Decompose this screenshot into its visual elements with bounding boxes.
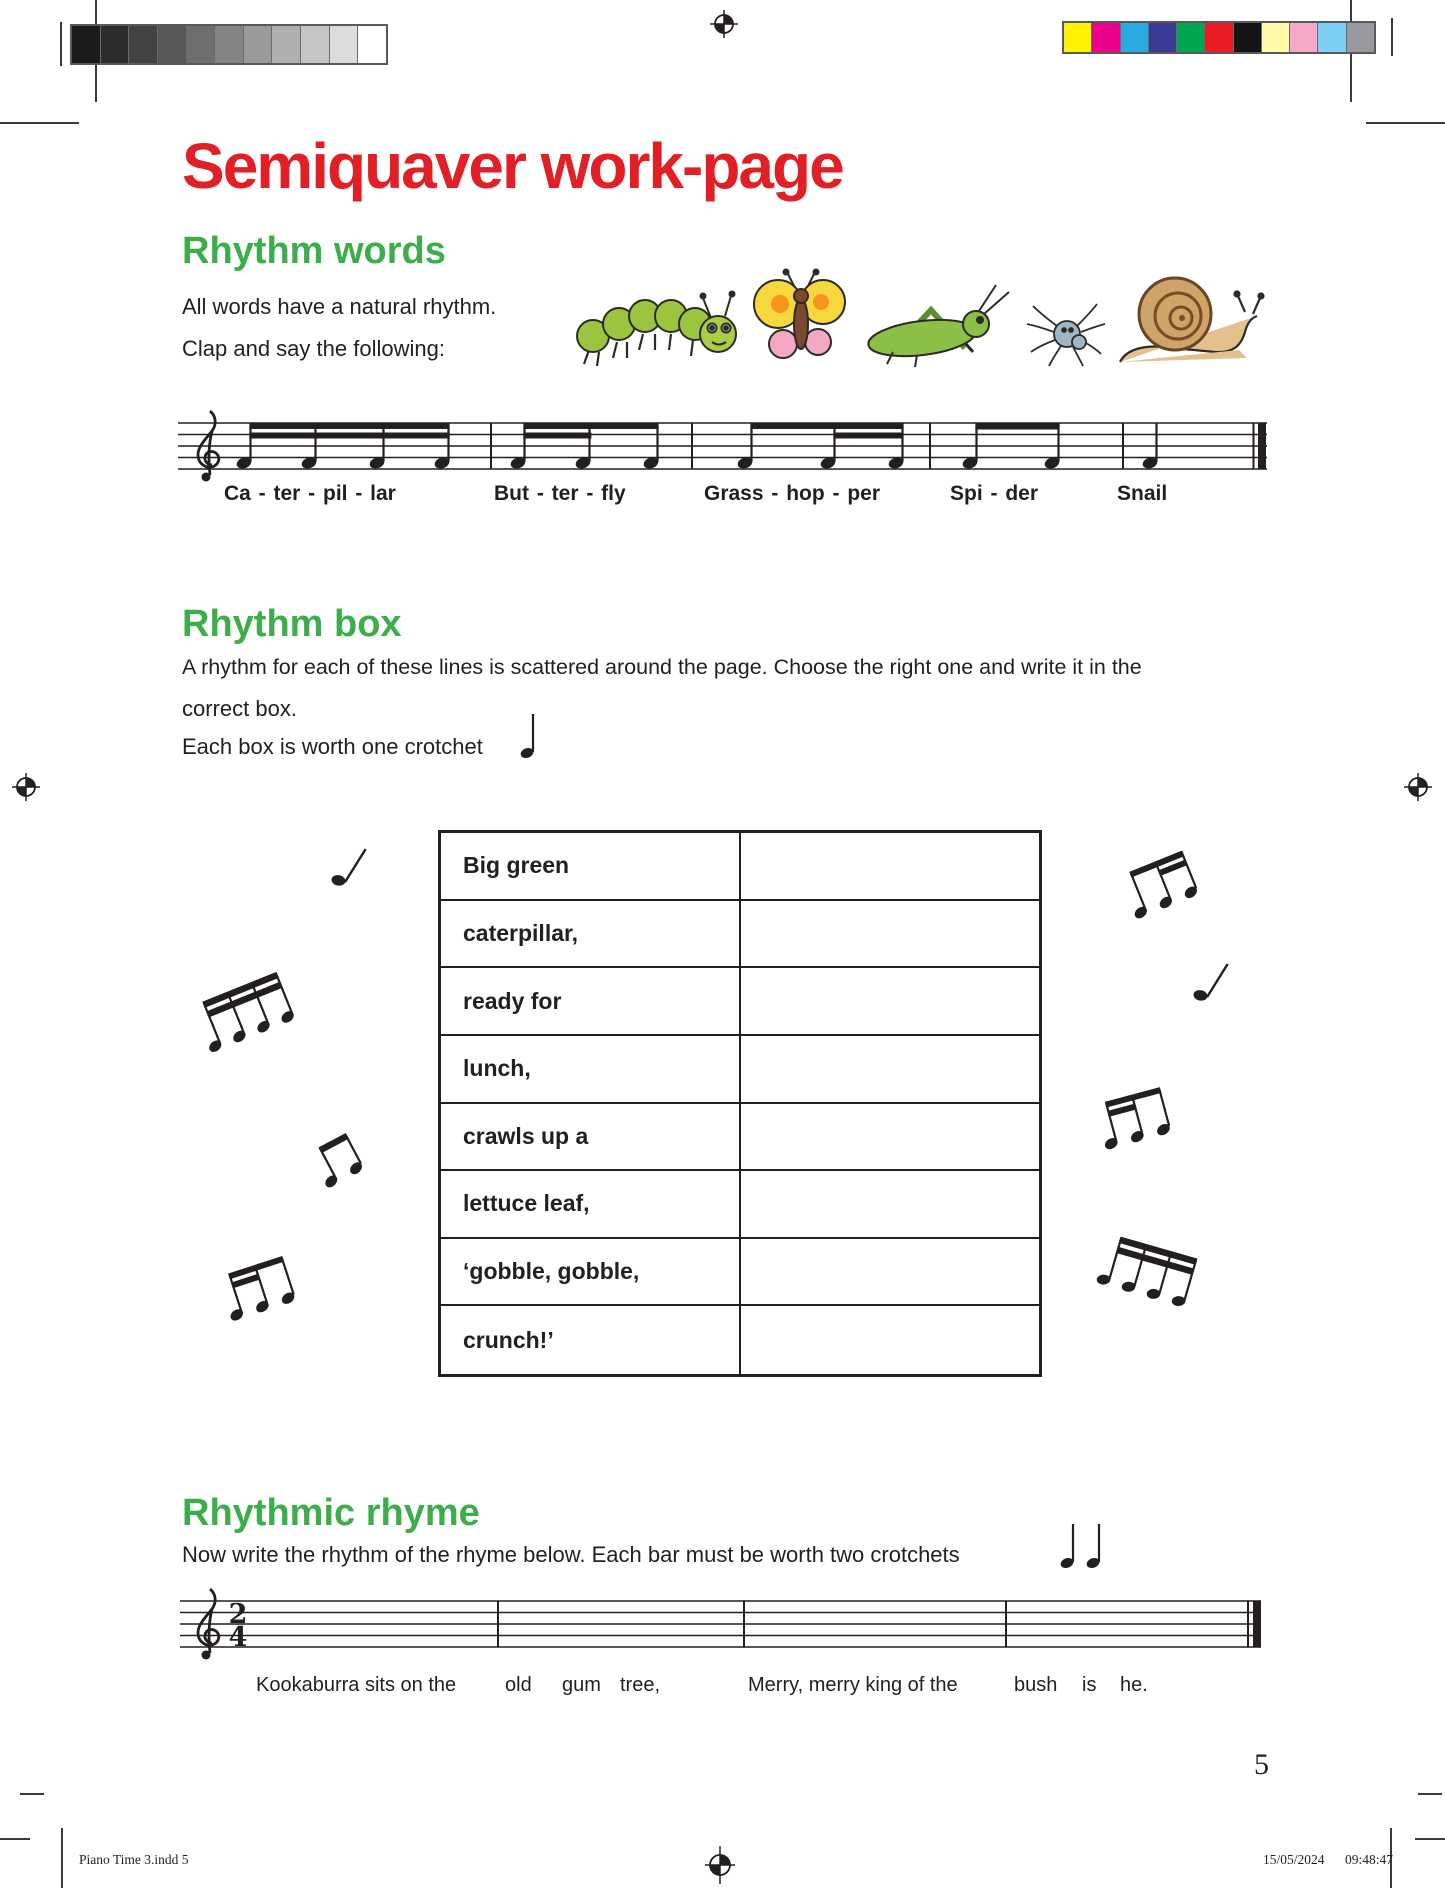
scattered-crotchet-icon (325, 837, 393, 907)
registration-mark-icon (12, 773, 40, 801)
lyric-butterfly: But - ter - fly (494, 482, 626, 505)
gray-swatch (215, 26, 244, 63)
crop-mark (0, 1838, 30, 1840)
color-swatch (1318, 23, 1346, 52)
rhythm-answer-cell[interactable] (741, 1306, 1039, 1374)
rhyme-lyric: is (1082, 1674, 1097, 1696)
gray-swatch (158, 26, 187, 63)
color-swatch (1205, 23, 1233, 52)
rhyme-lyric: he. (1120, 1674, 1148, 1696)
rhythm-row-label: ‘gobble, gobble, (441, 1239, 741, 1307)
caterpillar-illustration (577, 292, 736, 367)
rhythm-answer-cell[interactable] (741, 1036, 1039, 1104)
rhythm-box-instructions-2: correct box. (182, 696, 297, 721)
rhyme-lyric: tree, (620, 1674, 661, 1696)
rhythm-row-label: crunch!’ (441, 1306, 741, 1374)
crotchet-note-icon (1086, 1522, 1104, 1570)
time-signature (229, 1599, 248, 1653)
page-number: 5 (1254, 1748, 1269, 1781)
snail-illustration (1120, 278, 1264, 362)
lyric-caterpillar: Ca - ter - pil - lar (224, 482, 396, 505)
crotchet-note-icon (1060, 1522, 1078, 1570)
scattered-crotchet-icon (1187, 952, 1255, 1022)
crop-mark (1415, 1838, 1445, 1840)
gray-swatch (330, 26, 359, 63)
lyric-grasshopper: Grass - hop - per (704, 482, 881, 505)
final-barline (1258, 423, 1266, 469)
rhythm-row-label: crawls up a (441, 1104, 741, 1172)
crop-mark (60, 22, 62, 66)
gray-swatch (244, 26, 273, 63)
rhythm-box-instructions-1: A rhythm for each of these lines is scattered around the page. Choose the right one and write it in the (182, 655, 1142, 679)
final-barline (1253, 1601, 1261, 1647)
rhythm-box-table (438, 830, 1042, 1377)
scattered-semis-quaver-icon (213, 1245, 310, 1327)
rhythm-row-label: caterpillar, (441, 901, 741, 969)
rhyme-lyric: Kookaburra sits on the (256, 1674, 457, 1696)
rhythm-words-text-1: All words have a natural rhythm. (182, 294, 497, 319)
grayscale-calibration-bar (70, 24, 388, 65)
registration-mark-icon (705, 1846, 735, 1884)
color-swatch (1064, 23, 1092, 52)
color-swatch (1290, 23, 1318, 52)
footer-date: 15/05/2024 (1263, 1852, 1325, 1867)
rhyme-lyric: old (505, 1674, 532, 1696)
time-signature-top: 2 (228, 1599, 248, 1630)
rhyme-lyric: gum (562, 1674, 601, 1696)
gray-swatch (301, 26, 330, 63)
lyric-spider: Spi - der (950, 482, 1039, 505)
rhythmic-rhyme-staff (160, 1580, 1280, 1672)
rhythm-answer-cell[interactable] (741, 901, 1039, 969)
rhythm-answer-cell[interactable] (741, 1171, 1039, 1239)
crop-mark (1391, 18, 1393, 56)
rhyme-lyric: Merry, merry king of the (748, 1674, 958, 1696)
rhythm-row-label: lettuce leaf, (441, 1171, 741, 1239)
registration-mark-icon (710, 10, 738, 38)
scattered-semis-quaver-icon (1090, 1076, 1185, 1155)
color-swatch (1347, 23, 1374, 52)
rhythm-row-label: ready for (441, 968, 741, 1036)
scattered-quaver-semis-icon (1114, 839, 1213, 925)
color-swatch (1262, 23, 1290, 52)
gray-swatch (129, 26, 158, 63)
footer-time: 09:48:47 (1345, 1852, 1394, 1867)
crotchet-worth-text: Each box is worth one crotchet (182, 734, 483, 759)
heading-rhythm-words: Rhythm words (182, 230, 446, 272)
crop-mark (20, 1793, 44, 1795)
rhythm-row-label: Big green (441, 833, 741, 901)
time-signature-bottom: 4 (228, 1622, 248, 1653)
gray-swatch (101, 26, 130, 63)
butterfly-illustration (754, 270, 845, 359)
color-swatch (1177, 23, 1205, 52)
rhythm-answer-cell[interactable] (741, 1239, 1039, 1307)
page-title: Semiquaver work-page (182, 130, 843, 202)
color-calibration-bar (1062, 21, 1376, 54)
rhythm-answer-cell[interactable] (741, 1104, 1039, 1172)
color-swatch (1121, 23, 1149, 52)
crop-mark (0, 122, 79, 124)
rhythm-row-label: lunch, (441, 1036, 741, 1104)
scattered-four-semiquavers-icon (186, 961, 306, 1059)
registration-mark-icon (1404, 773, 1432, 801)
color-swatch (1092, 23, 1120, 52)
rhythm-answer-cell[interactable] (741, 833, 1039, 901)
crotchet-note-icon (520, 712, 538, 760)
scattered-four-semiquavers-icon (1091, 1225, 1209, 1315)
gray-swatch (272, 26, 301, 63)
color-swatch (1234, 23, 1262, 52)
lyric-snail: Snail (1117, 482, 1168, 505)
color-swatch (1149, 23, 1177, 52)
heading-rhythmic-rhyme: Rhythmic rhyme (182, 1492, 480, 1534)
crop-mark (1418, 1793, 1442, 1795)
heading-rhythm-box: Rhythm box (182, 603, 402, 645)
scattered-quaver-pair-icon (303, 1120, 380, 1195)
gray-swatch (187, 26, 216, 63)
gray-swatch (358, 26, 386, 63)
bug-illustrations (575, 252, 1265, 382)
rhyme-lyric: bush (1014, 1674, 1058, 1696)
spider-illustration (1027, 304, 1105, 366)
rhythm-words-text-2: Clap and say the following: (182, 336, 445, 361)
crop-mark (1366, 122, 1445, 124)
rhythm-answer-cell[interactable] (741, 968, 1039, 1036)
rhythmic-rhyme-instructions: Now write the rhythm of the rhyme below. Each bar must be worth two crotchets (182, 1542, 960, 1567)
gray-swatch (72, 26, 101, 63)
crop-mark (61, 1828, 63, 1888)
grasshopper-illustration (866, 285, 1009, 367)
footer-filename: Piano Time 3.indd 5 (79, 1852, 189, 1867)
